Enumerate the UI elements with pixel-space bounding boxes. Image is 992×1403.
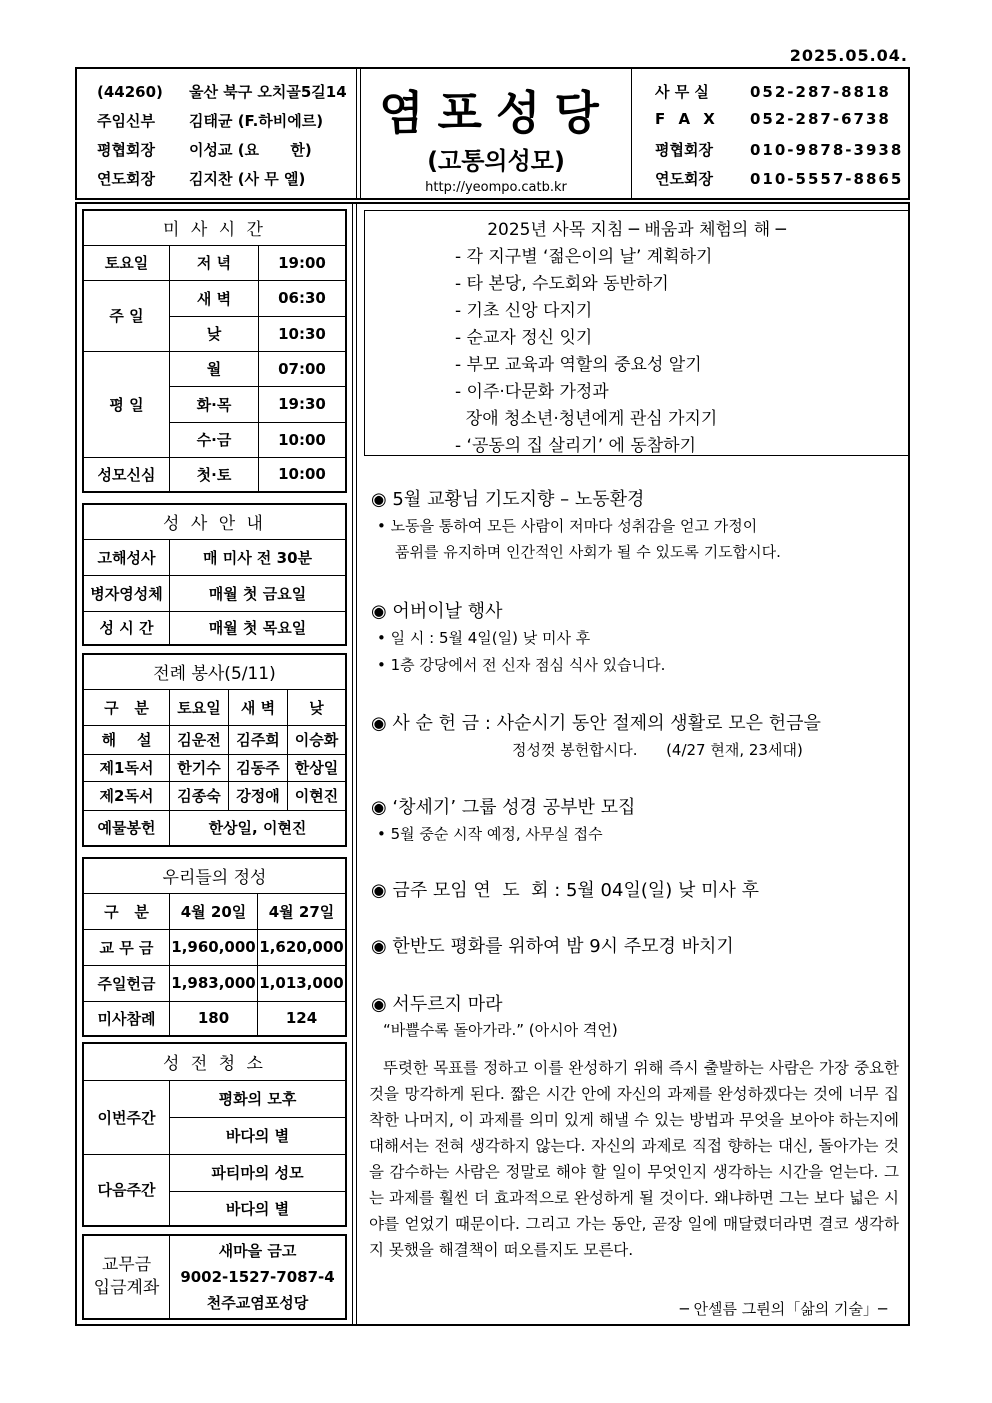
policy-item: - 각 지구별 ‘젊은이의 날’ 계획하기 [455,247,713,267]
policy-item: - 이주·다문화 가정과 [455,382,609,402]
left-column [77,204,353,1324]
section-title: ◉ 어버이날 행사 [371,601,503,622]
info-row: 주임신부 김태균 (F.하비에르) [97,112,324,130]
section-title: ◉ 한반도 평화를 위하여 밤 9시 주모경 바치기 [371,936,734,957]
policy-item: - 타 본당, 수도회와 동반하기 [455,274,669,294]
parish-title: 염포성당 [379,86,613,140]
section-title: ◉ ‘창세기’ 그룹 성경 공부반 모집 [371,797,636,818]
policy-item: - 기초 신앙 다지기 [455,301,593,321]
section-line: 품위를 유지하며 인간적인 사회가 될 수 있도록 기도합시다. [395,543,781,561]
policy-item: 장애 청소년·청년에게 관심 가지기 [455,409,718,429]
sacrament-table: 성 사 안 내 고해성사 매 미사 전 30분 병자영성체 매월 첫 금요일 성 시 간 매월 첫 목요일 [82,503,347,646]
section-title: ◉ 금주 모임 연 도 회 : 5월 04일(일) 낮 미사 후 [371,880,759,901]
essay-body: 뚜렷한 목표를 정하고 이를 완성하기 위해 즉시 출발하는 사람은 가장 중요한 것을 망각하게 된다. 짧은 시간 안에 자신의 과제를 완성하겠다는 것에 너무 집착한 나머지, 이 과제를 의미 있게 해낼 수 있는 방법과 무엇을 보아야 하는지에 대해서는 전혀 생각하지 않는다. 자신의 과제로 직접 향하는 대신, 돌아가는 것을 감수하는 사람은 정말로 해야 할 일이 무엇인지 생각하는 시간을 얻는다. 그는 과제를 훨씬 더 효과적으로 완성하게 될 것이다. 왜냐하면 그는 보다 넓은 시야를 얻었기 때문이다. 그리고 가는 동안, 곧장 일에 매달렸더라면 결코 생각하지 못했을 해결책이 떠오를지도 모른다. [369,1059,899,1259]
pastoral-policy-box [364,210,909,456]
liturgy-table: 전례 봉사(5/11) 구 분 토요일 새 벽 낮 해 설 김운전 김주희 이승화 제1독서 한기수 김동주 한상일 제2독서 김종숙 강정애 이현진 예물봉헌 한상일, 이현진 [82,653,347,847]
contact-row: 사 무 실 052-287-8818 [655,83,891,101]
policy-title: 2025년 사목 지침 ─ 배움과 체험의 해 ─ [487,220,786,240]
quote: “바쁠수록 돌아가라.” (아시아 격언) [383,1021,618,1039]
contact-row: 평협회장 010-9878-3938 [655,141,904,159]
essay-source: ─ 안셀름 그륀의「삶의 기술」─ [679,1300,887,1318]
mass-times-table: 미 사 시 간 토요일 저 녁 19:00 주 일 새 벽 06:30 낮 10:30 평 일 월 07:00 화·목 19:30 수·금 10:00 성모신심 첫·토 10:00 [82,209,347,493]
contact-row: F A X 052-287-6738 [655,110,891,128]
info-row: 연도회장 김지찬 (사 무 엘) [97,170,306,188]
section-title: ◉ 서두르지 마라 [371,994,503,1015]
parish-url[interactable]: http://yeompo.catb.kr [425,180,567,195]
section-title: ◉ 사 순 헌 금 : 사순시기 동안 절제의 생활로 모은 헌금을 [371,713,821,734]
info-row: (44260) 울산 북구 오치골5길14 [97,83,347,101]
section-line: • 1층 강당에서 전 신자 점심 식사 있습니다. [377,656,666,674]
contact-info [635,69,908,198]
header [75,67,910,200]
right-column [356,204,909,1324]
policy-item: - ‘공동의 집 살리기’ 에 동참하기 [455,436,697,456]
parish-subtitle: (고통의성모) [427,147,565,175]
info-row: 평협회장 이성교 (요 한) [97,141,312,159]
section-title: ◉ 5월 교황님 기도지향 – 노동환경 [371,489,645,510]
offering-table: 우리들의 정성 구 분 4월 20일 4월 27일 교 무 금 1,960,000 1,620,000 주일헌금 1,983,000 1,013,000 미사참례 180 124 [82,857,347,1037]
section-line: • 노동을 통하여 모든 사람이 저마다 성취감을 얻고 가정이 [377,517,758,535]
issue-date: 2025.05.04. [789,46,908,65]
cleaning-table: 성 전 청 소 이번주간 평화의 모후 바다의 별 다음주간 파티마의 성모 바다의 별 [82,1042,347,1227]
policy-item: - 부모 교육과 역할의 중요성 알기 [455,355,702,375]
main-frame [75,202,910,1326]
account-table [82,1234,347,1320]
parish-info [77,69,357,198]
section-line: 정성껏 봉헌합시다. (4/27 현재, 23세대) [512,741,803,759]
section-line: • 5월 중순 시작 예정, 사무실 접수 [377,825,603,843]
section-line: • 일 시 : 5월 4일(일) 낮 미사 후 [377,629,591,647]
title-block [360,69,632,198]
account-label: 교무금 입금계좌 [83,1235,170,1319]
account-details: 새마을 금고 9002-1527-7087-4 천주교염포성당 [170,1235,347,1319]
policy-item: - 순교자 정신 잇기 [455,328,593,348]
contact-row: 연도회장 010-5557-8865 [655,170,904,188]
